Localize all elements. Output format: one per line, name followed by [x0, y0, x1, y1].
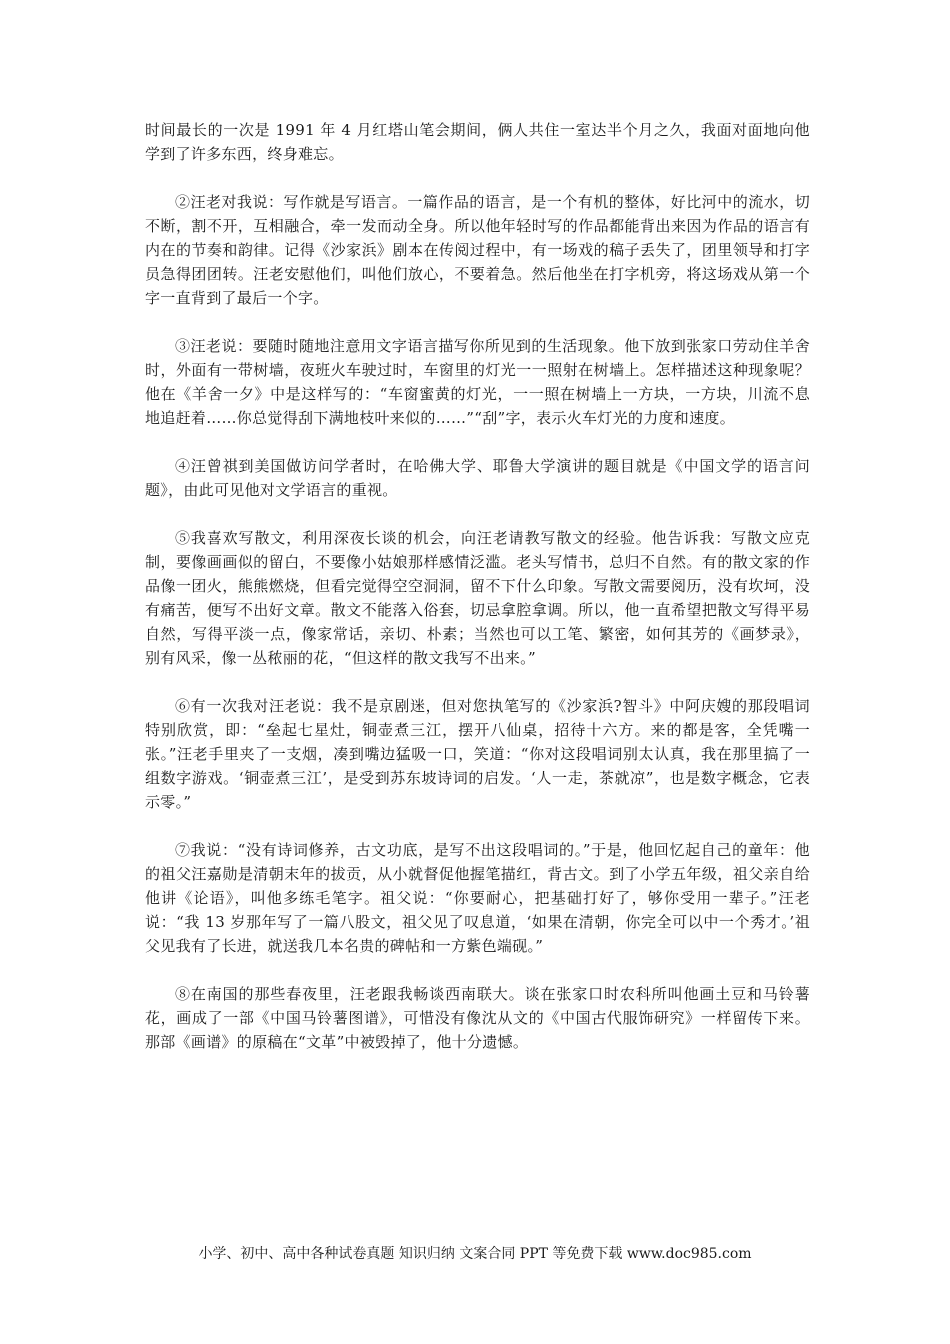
- article-body: [145, 118, 810, 1078]
- paragraph-4: ④汪曾祺到美国做访问学者时，在哈佛大学、耶鲁大学演讲的题目就是《中国文学的语言问题》，由此可见他对文学语言的重视。: [145, 457, 810, 499]
- paragraph-1: 时间最长的一次是 1991 年 4 月红塔山笔会期间，俩人共住一室达半个月之久，我面对面地向他学到了许多东西，终身难忘。: [145, 121, 810, 163]
- paragraph-3: ③汪老说：要随时随地注意用文字语言描写你所见到的生活现象。他下放到张家口劳动住羊舍时，外面有一带树墙，夜班火车驶过时，车窗里的灯光一一照射在树墙上。怎样描述这种现象呢？他在《羊舍一夕》中是这样写的：“车窗蜜黄的灯光，一一照在树墙上一方块，一方块，川流不息地追赶着……你总觉得刮下满地枝叶来似的……”“刮”字，表示火车灯光的力度和速度。: [145, 337, 810, 427]
- paragraph-2: ②汪老对我说：写作就是写语言。一篇作品的语言，是一个有机的整体，好比河中的流水，切不断，割不开，互相融合，牵一发而动全身。所以他年轻时写的作品都能背出来因为作品的语言有内在的节奏和韵律。记得《沙家浜》剧本在传阅过程中，有一场戏的稿子丢失了，团里领导和打字员急得团团转。汪老安慰他们，叫他们放心，不要着急。然后他坐在打字机旁，将这场戏从第一个字一直背到了最后一个字。: [145, 193, 810, 307]
- paragraph-7: ⑦我说：“没有诗词修养，古文功底，是写不出这段唱词的。”于是，他回忆起自己的童年：他的祖父汪嘉勋是清朝末年的拔贡，从小就督促他握笔描红，背古文。到了小学五年级，祖父亲自给他讲《论语》，叫他多练毛笔字。祖父说：“你要耐心，把基础打好了，够你受用一辈子。”汪老说：“我 13 岁那年写了一篇八股文，祖父见了叹息道，‘如果在清朝，你完全可以中一个秀才。’祖父见我有了长进，就送我几本名贵的碑帖和一方紫色端砚。”: [145, 841, 810, 955]
- paragraph-5: ⑤我喜欢写散文，利用深夜长谈的机会，向汪老请教写散文的经验。他告诉我：写散文应克制，要像画画似的留白，不要像小姑娘那样感情泛滥。老头写情书，总归不自然。有的散文家的作品像一团火，熊熊燃烧，但看完觉得空空洞洞，留不下什么印象。写散文需要阅历，没有坎坷，没有痛苦，便写不出好文章。散文不能落入俗套，切忌拿腔拿调。所以，他一直希望把散文写得平易自然，写得平淡一点，像家常话，亲切、朴素；当然也可以工笔、繁密，如何其芳的《画梦录》，别有风采，像一丛秾丽的花，“但这样的散文我写不出来。”: [145, 529, 810, 667]
- page-footer: 小学、初中、高中各种试卷真题 知识归纳 文案合同 PPT 等免费下载 www.doc985.com: [198, 1246, 752, 1262]
- paragraph-8: ⑧在南国的那些春夜里，汪老跟我畅谈西南联大。谈在张家口时农科所叫他画土豆和马铃薯花，画成了一部《中国马铃薯图谱》，可惜没有像沈从文的《中国古代服饰研究》一样留传下来。那部《画谱》的原稿在“文革”中被毁掉了，他十分遗憾。: [145, 985, 810, 1051]
- paragraph-6: ⑥有一次我对汪老说：我不是京剧迷，但对您执笔写的《沙家浜?智斗》中阿庆嫂的那段唱词特别欣赏，即：“垒起七星灶，铜壶煮三江，摆开八仙桌，招待十六方。来的都是客，全凭嘴一张。”汪老手里夹了一支烟，凑到嘴边猛吸一口，笑道：“你对这段唱词别太认真，我在那里搞了一组数字游戏。‘铜壶煮三江’，是受到苏东坡诗词的启发。‘人一走，茶就凉”，也是数字概念，它表示零。”: [145, 697, 810, 811]
